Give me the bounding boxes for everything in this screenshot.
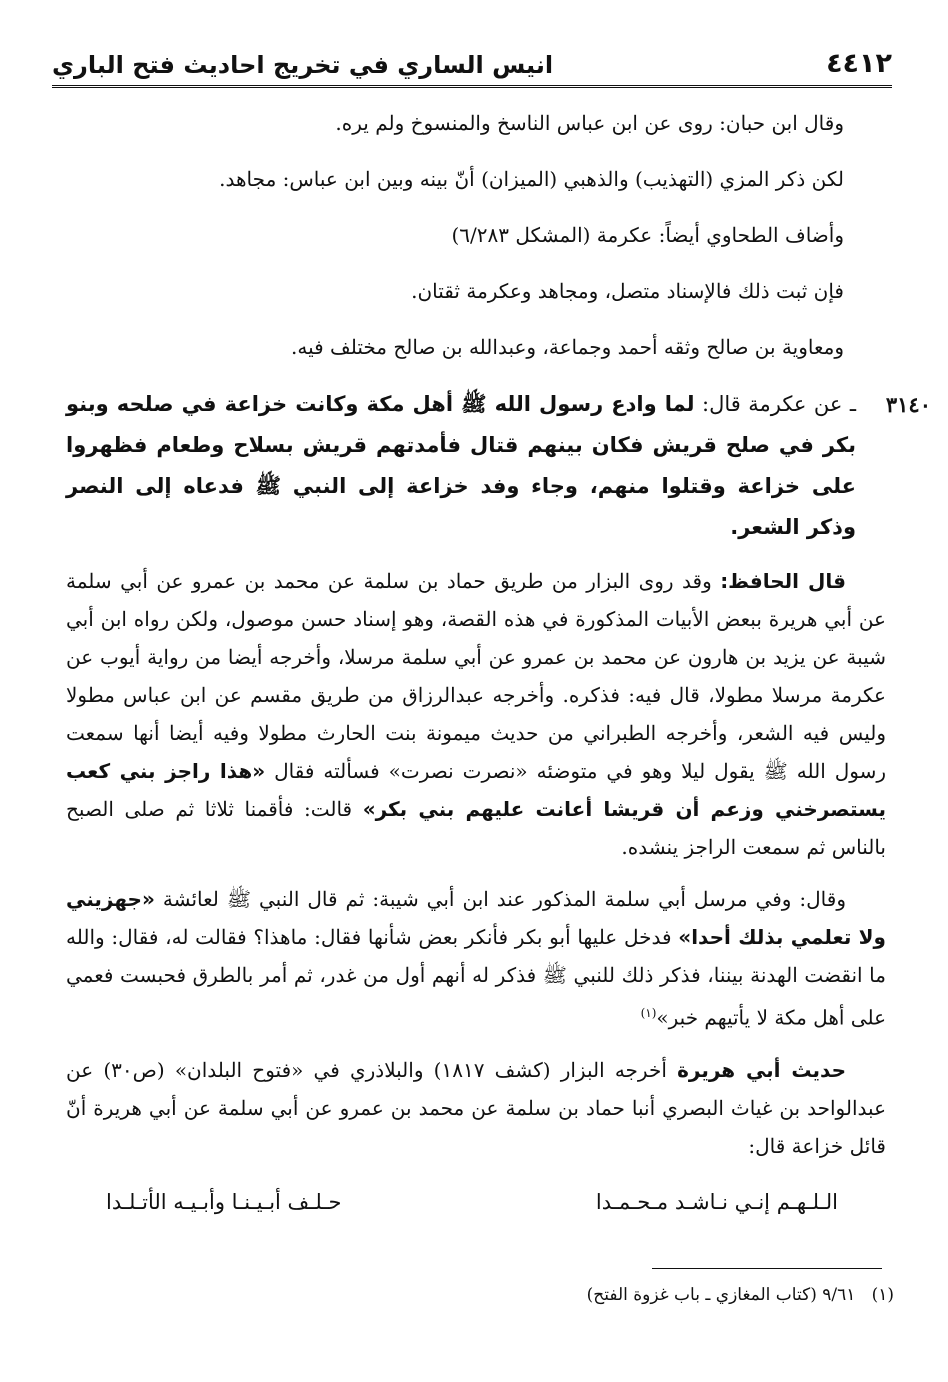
footnote (60, 1280, 894, 1310)
commentary-label: حديث أبي هريرة (677, 1057, 846, 1082)
page-number: ٤٤١٢ (826, 48, 892, 79)
hadith-block (66, 384, 931, 548)
hadith-prefix: ـ عن عكرمة قال: (702, 392, 856, 416)
book-title: انيس الساري في تخريج احاديث فتح الباري (52, 51, 554, 79)
text-line: ومعاوية بن صالح وثقه أحمد وجماعة، وعبدالله بن صالح مختلف فيه. (291, 335, 844, 359)
commentary-text: فدخل عليها أبو بكر فأنكر بعض شأنها فقال: ماهذا؟ فقالت له، فقال: والله ما انقضت الهدنة بيننا، فذكر ذلك للنبي ﷺ فذكر له أنهم أول من غدر، ثم أمر بالطرق فحبست فعمي على أهل مكة لا يأتيهم خبر» (66, 925, 886, 1030)
quoted-saying: «جهزيني ولا تعلمي بذلك أحدا» (66, 887, 886, 949)
poetry-verse (66, 1183, 886, 1221)
footnote-divider (652, 1268, 882, 1269)
verse-second-hemistich: حـلـف أبـيـنـا وأبـيـه الأتـلـدا (106, 1189, 342, 1214)
footnote-reference[interactable]: (١) (640, 1006, 657, 1020)
commentary-label: قال الحافظ: (720, 569, 846, 593)
commentary-paragraph (66, 1051, 886, 1165)
footnote-marker: (١) (871, 1285, 894, 1305)
commentary-text: وقد روى البزار من طريق حماد بن سلمة عن محمد بن عمرو عن أبي سلمة عن أبي هريرة ببعض الأبيات المذكورة في هذه القصة، وهو إسناد حسن موصول، ولكن رواه ابن أبي شيبة عن يزيد بن هارون عن محمد بن عمرو عن أبي سلمة مرسلا، وأخرجه أيضا من رواية أيوب عن عكرمة مرسلا مطولا، قال فيه: فذكره. وأخرجه عبدالرزاق من طريق مقسم عن ابن عباس مطولا وليس فيه الشعر، وأخرجه الطبراني من حديث ميمونة بنت الحارث مطولا وفيه أيضا أنها سمعت رسول الله ﷺ يقول ليلا وهو في متوضئه «نصرت نصرت» فسألته فقال (66, 569, 887, 783)
hadith-text: لما وادع رسول الله ﷺ أهل مكة وكانت خزاعة في صلحه وبنو بكر في صلح قريش فكان بينهم قتال فأمدتهم قريش بسلاح وطعام فظهروا على خزاعة وقتلوا منهم، وجاء وفد خزاعة إلى النبي ﷺ فدعاه إلى النصر وذكر الشعر. (66, 392, 856, 539)
text-line: فإن ثبت ذلك فالإسناد متصل، ومجاهد وعكرمة ثقتان. (411, 279, 844, 303)
footnote-text: ٩/٦١ (كتاب المغازي ـ باب غزوة الفتح) (586, 1285, 856, 1305)
text-line: وأضاف الطحاوي أيضاً: عكرمة (المشكل ٦/٢٨٣) (451, 223, 844, 247)
verse-first-hemistich: الـلـهـم إنـي نـاشـد مـحـمـدا (595, 1189, 838, 1214)
commentary-text: أخرجه البزار (كشف ١٨١٧) والبلاذري في «فتوح البلدان» (ص٣٠) عن عبدالواحد بن غياث البصري أنبا حماد بن سلمة عن محمد بن عمرو عن أبي سلمة عن أبي هريرة أنّ قائل خزاعة قال: (66, 1057, 886, 1158)
page-header (52, 44, 892, 88)
text-line: لكن ذكر المزي (التهذيب) والذهبي (الميزان) أنّ بينه وبين ابن عباس: مجاهد. (219, 167, 844, 191)
hadith-number: ٣١٤٠ (885, 392, 931, 417)
text-line: وقال ابن حبان: روى عن ابن عباس الناسخ والمنسوخ ولم يره. (335, 111, 844, 135)
page-body (66, 104, 931, 1221)
quoted-saying: «هذا راجز بني كعب يستصرخني وزعم أن قريشا أعانت عليهم بني بكر» (66, 759, 886, 821)
commentary-paragraph (66, 880, 886, 1037)
commentary-text: وقال: وفي مرسل أبي سلمة المذكور عند ابن أبي شيبة: ثم قال النبي ﷺ لعائشة (162, 887, 846, 911)
commentary-paragraph (66, 562, 886, 866)
commentary-text: قالت: فأقمنا ثلاثا ثم صلى الصبح بالناس ثم سمعت الراجز ينشده. (66, 797, 886, 859)
